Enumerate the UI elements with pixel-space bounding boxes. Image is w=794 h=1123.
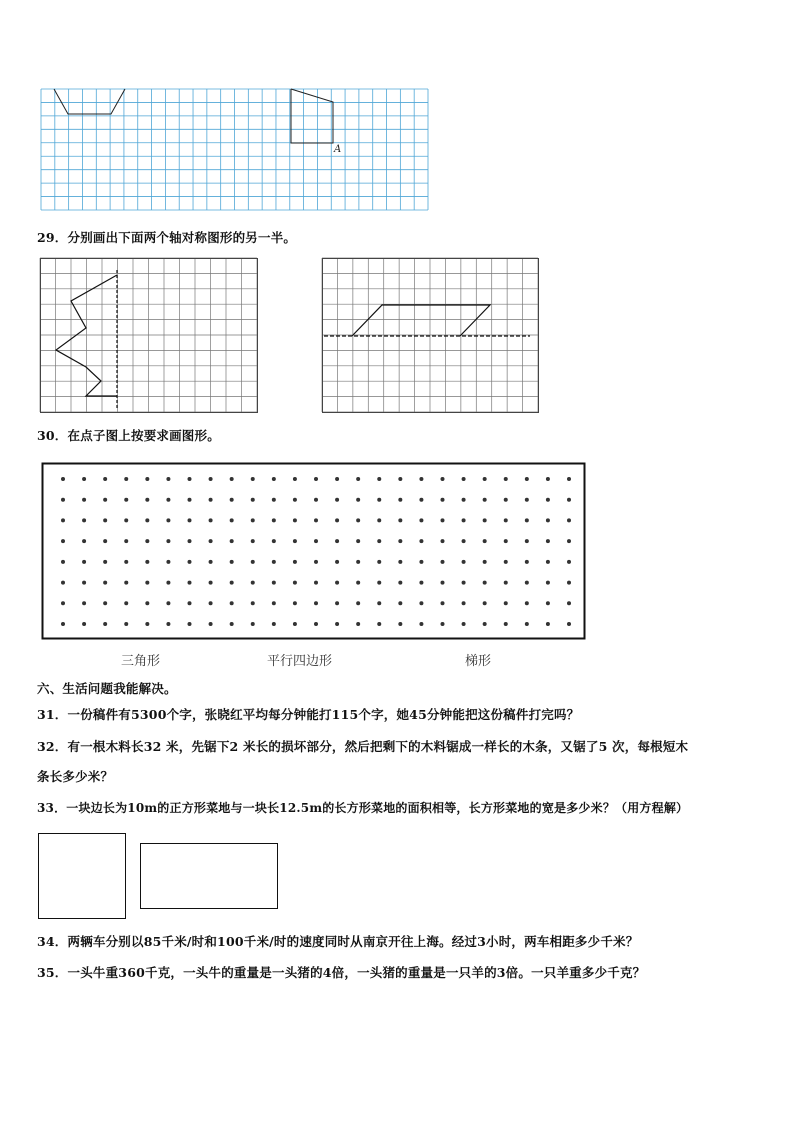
- grid-dot: [82, 518, 86, 522]
- grid-dot: [103, 560, 107, 564]
- grid-dot: [251, 498, 255, 502]
- grid-dot: [398, 477, 402, 481]
- symmetry-grid-left: [40, 258, 260, 418]
- grid-dot: [356, 518, 360, 522]
- grid-dot: [293, 498, 297, 502]
- grid-dot: [61, 539, 65, 543]
- grid-dot: [441, 498, 445, 502]
- grid-dot: [377, 560, 381, 564]
- grid-dot: [272, 498, 276, 502]
- grid-dot: [419, 539, 423, 543]
- grid-dot: [356, 622, 360, 626]
- grid-dot: [314, 622, 318, 626]
- grid-dot: [314, 518, 318, 522]
- grid-dot: [504, 477, 508, 481]
- grid-dot: [145, 581, 149, 585]
- grid-dot: [145, 622, 149, 626]
- grid-dot: [462, 581, 466, 585]
- grid-dot: [356, 498, 360, 502]
- grid-dot: [398, 622, 402, 626]
- grid-dot: [504, 601, 508, 605]
- grid-dot: [251, 477, 255, 481]
- grid-dot: [230, 518, 234, 522]
- grid-dot: [419, 477, 423, 481]
- grid-dot: [166, 498, 170, 502]
- grid-dot: [145, 539, 149, 543]
- grid-dot: [546, 518, 550, 522]
- grid-dot: [82, 581, 86, 585]
- grid-dot: [103, 539, 107, 543]
- grid-dot: [483, 518, 487, 522]
- grid-dot: [124, 581, 128, 585]
- grid-dot: [314, 539, 318, 543]
- grid-dot: [166, 477, 170, 481]
- grid-dot: [103, 581, 107, 585]
- grid-dot: [61, 518, 65, 522]
- grid-dot: [398, 539, 402, 543]
- grid-dot: [525, 622, 529, 626]
- grid-dot: [293, 539, 297, 543]
- grid-dot: [145, 518, 149, 522]
- grid-dot: [209, 518, 213, 522]
- grid-dot: [546, 601, 550, 605]
- grid-dot: [546, 622, 550, 626]
- grid-dot: [483, 581, 487, 585]
- grid-dot: [377, 601, 381, 605]
- grid-dot: [567, 498, 571, 502]
- grid-dot: [272, 560, 276, 564]
- grid-dot: [314, 498, 318, 502]
- grid-dot: [377, 498, 381, 502]
- grid-dot: [209, 560, 213, 564]
- grid-dot: [230, 601, 234, 605]
- grid-dot: [462, 622, 466, 626]
- grid-dot: [124, 498, 128, 502]
- grid-dot: [525, 601, 529, 605]
- grid-dot: [188, 560, 192, 564]
- grid-dot: [335, 581, 339, 585]
- grid-dot: [209, 581, 213, 585]
- grid-dot: [419, 601, 423, 605]
- grid-dot: [504, 560, 508, 564]
- symmetry-grid-right: [322, 258, 542, 418]
- grid-dot: [335, 498, 339, 502]
- grid-dot: [103, 518, 107, 522]
- grid-dot: [398, 560, 402, 564]
- grid-dot: [546, 539, 550, 543]
- grid-dot: [61, 622, 65, 626]
- grid-dot: [293, 477, 297, 481]
- grid-dot: [251, 560, 255, 564]
- grid-dot: [272, 518, 276, 522]
- grid-dot: [124, 477, 128, 481]
- grid-dot: [356, 539, 360, 543]
- section-six-heading: 六、生活问题我能解决。: [37, 681, 177, 696]
- grid-dot: [419, 518, 423, 522]
- grid-dot: [377, 622, 381, 626]
- grid-dot: [145, 601, 149, 605]
- grid-dot: [188, 477, 192, 481]
- grid-dot: [314, 601, 318, 605]
- label-triangle: 三角形: [121, 654, 161, 669]
- question-33: 33．一块边长为10m的正方形菜地与一块长12.5m的长方形菜地的面积相等，长方形菜地的宽是多少米？（用方程解）: [37, 801, 689, 815]
- grid-dot: [230, 581, 234, 585]
- grid-dot: [419, 560, 423, 564]
- grid-dot: [314, 477, 318, 481]
- question-34: 34．两辆车分别以85千米/时和100千米/时的速度同时从南京开往上海。经过3小时，两车相距多少千米？: [37, 934, 639, 949]
- grid-dot: [462, 498, 466, 502]
- grid-dot: [124, 539, 128, 543]
- grid-dot: [441, 622, 445, 626]
- grid-dot: [356, 581, 360, 585]
- grid-dot: [377, 539, 381, 543]
- grid-dot: [166, 601, 170, 605]
- grid-dot: [82, 477, 86, 481]
- top-trapezoid-shape: [54, 89, 125, 114]
- grid-dot: [82, 560, 86, 564]
- grid-dot: [61, 498, 65, 502]
- grid-dot: [166, 518, 170, 522]
- grid-dot: [335, 601, 339, 605]
- grid-dot: [462, 518, 466, 522]
- grid-dot: [525, 581, 529, 585]
- grid-dot: [441, 539, 445, 543]
- grid-dot: [272, 539, 276, 543]
- grid-dot: [61, 581, 65, 585]
- grid-dot: [567, 518, 571, 522]
- grid-dot: [145, 498, 149, 502]
- grid-dot: [567, 560, 571, 564]
- grid-dot: [567, 581, 571, 585]
- grid-dot: [335, 518, 339, 522]
- grid-dot: [546, 498, 550, 502]
- grid-dot: [188, 581, 192, 585]
- grid-dot: [483, 560, 487, 564]
- grid-dot: [419, 498, 423, 502]
- grid-dot: [166, 560, 170, 564]
- grid-dot: [82, 622, 86, 626]
- grid-dot: [483, 539, 487, 543]
- grid-dot: [483, 601, 487, 605]
- grid-dot: [166, 581, 170, 585]
- grid-dot: [462, 601, 466, 605]
- grid-dot: [230, 560, 234, 564]
- grid-dot: [546, 581, 550, 585]
- question-29: 29．分别画出下面两个轴对称图形的另一半。: [37, 230, 297, 245]
- grid-dot: [188, 498, 192, 502]
- grid-dot: [504, 622, 508, 626]
- grid-dot: [504, 539, 508, 543]
- grid-dot: [567, 622, 571, 626]
- grid-dot: [103, 498, 107, 502]
- grid-dot: [82, 498, 86, 502]
- grid-dot: [251, 601, 255, 605]
- grid-dot: [525, 477, 529, 481]
- grid-dot: [209, 498, 213, 502]
- grid-dot: [398, 581, 402, 585]
- grid-dot: [441, 477, 445, 481]
- grid-dot: [462, 560, 466, 564]
- grid-dot: [314, 581, 318, 585]
- label-parallelogram: 平行四边形: [267, 654, 333, 669]
- grid-dot: [272, 477, 276, 481]
- grid-dot: [124, 622, 128, 626]
- grid-dot: [293, 518, 297, 522]
- grid-dot: [441, 560, 445, 564]
- grid-dot: [124, 518, 128, 522]
- question-32-line2: 条长多少米？: [37, 769, 114, 784]
- grid-dot: [103, 622, 107, 626]
- grid-dot: [293, 560, 297, 564]
- grid-dot: [145, 477, 149, 481]
- question-35: 35．一头牛重360千克，一头牛的重量是一头猪的4倍，一头猪的重量是一只羊的3倍。一只羊重多少千克？: [37, 965, 646, 980]
- grid-dot: [419, 581, 423, 585]
- question-31: 31．一份稿件有5300个字，张晓红平均每分钟能打115个字，她45分钟能把这份稿件打完吗？: [37, 707, 580, 722]
- label-trapezoid: 梯形: [465, 654, 492, 669]
- grid-dot: [251, 581, 255, 585]
- grid-dot: [251, 539, 255, 543]
- square-garden-box: [38, 833, 126, 919]
- rectangle-garden-box: [140, 843, 278, 909]
- grid-dot: [377, 581, 381, 585]
- grid-dot: [82, 601, 86, 605]
- grid-dot: [124, 601, 128, 605]
- grid-dot: [525, 560, 529, 564]
- grid-dot: [335, 560, 339, 564]
- grid-dot: [209, 477, 213, 481]
- grid-dot: [166, 622, 170, 626]
- grid-dot: [230, 477, 234, 481]
- grid-dot: [209, 622, 213, 626]
- grid-dot: [525, 539, 529, 543]
- grid-dot: [483, 622, 487, 626]
- point-a-label: A: [334, 144, 342, 155]
- question-32-line1: 32．有一根木料长32 米，先锯下2 米长的损坏部分，然后把剩下的木料锯成一样长的木条，又锯了5 次，每根短木: [37, 739, 689, 754]
- grid-dot: [272, 581, 276, 585]
- grid-dot: [567, 539, 571, 543]
- grid-dot: [335, 622, 339, 626]
- grid-dot: [483, 498, 487, 502]
- grid-dot: [230, 539, 234, 543]
- grid-dot: [483, 477, 487, 481]
- grid-dot: [335, 539, 339, 543]
- grid-dot: [61, 477, 65, 481]
- grid-dot: [504, 581, 508, 585]
- grid-dot: [504, 498, 508, 502]
- grid-dot: [251, 518, 255, 522]
- grid-dot: [293, 581, 297, 585]
- grid-dot: [441, 581, 445, 585]
- dot-grid: [41, 462, 591, 647]
- grid-dot: [272, 622, 276, 626]
- grid-dot: [251, 622, 255, 626]
- grid-dot: [377, 518, 381, 522]
- grid-dot: [525, 518, 529, 522]
- grid-dot: [82, 539, 86, 543]
- grid-dot: [61, 560, 65, 564]
- grid-dot: [188, 518, 192, 522]
- grid-dot: [293, 622, 297, 626]
- grid-dot: [441, 601, 445, 605]
- grid-dot: [188, 601, 192, 605]
- grid-dot: [462, 477, 466, 481]
- grid-dot: [272, 601, 276, 605]
- top-grid-figure: [0, 0, 794, 230]
- grid-dot: [398, 601, 402, 605]
- grid-dot: [546, 477, 550, 481]
- grid-dot: [504, 518, 508, 522]
- grid-dot: [356, 601, 360, 605]
- grid-dot: [314, 560, 318, 564]
- grid-dot: [188, 539, 192, 543]
- grid-dot: [398, 518, 402, 522]
- grid-dot: [567, 477, 571, 481]
- grid-dot: [377, 477, 381, 481]
- grid-dot: [462, 539, 466, 543]
- grid-dot: [419, 622, 423, 626]
- grid-dot: [209, 601, 213, 605]
- grid-dot: [145, 560, 149, 564]
- grid-dot: [61, 601, 65, 605]
- grid-dot: [209, 539, 213, 543]
- grid-dot: [293, 601, 297, 605]
- grid-dot: [188, 622, 192, 626]
- question-30: 30．在点子图上按要求画图形。: [37, 428, 220, 443]
- grid-dot: [230, 498, 234, 502]
- half-figure-right: [352, 305, 490, 336]
- grid-dot: [356, 560, 360, 564]
- grid-dot: [525, 498, 529, 502]
- grid-dot: [166, 539, 170, 543]
- grid-dot: [546, 560, 550, 564]
- grid-dot: [441, 518, 445, 522]
- grid-dot: [230, 622, 234, 626]
- grid-dot: [567, 601, 571, 605]
- grid-dot: [335, 477, 339, 481]
- grid-dot: [103, 601, 107, 605]
- grid-dot: [103, 477, 107, 481]
- grid-dot: [398, 498, 402, 502]
- grid-dot: [356, 477, 360, 481]
- grid-dot: [124, 560, 128, 564]
